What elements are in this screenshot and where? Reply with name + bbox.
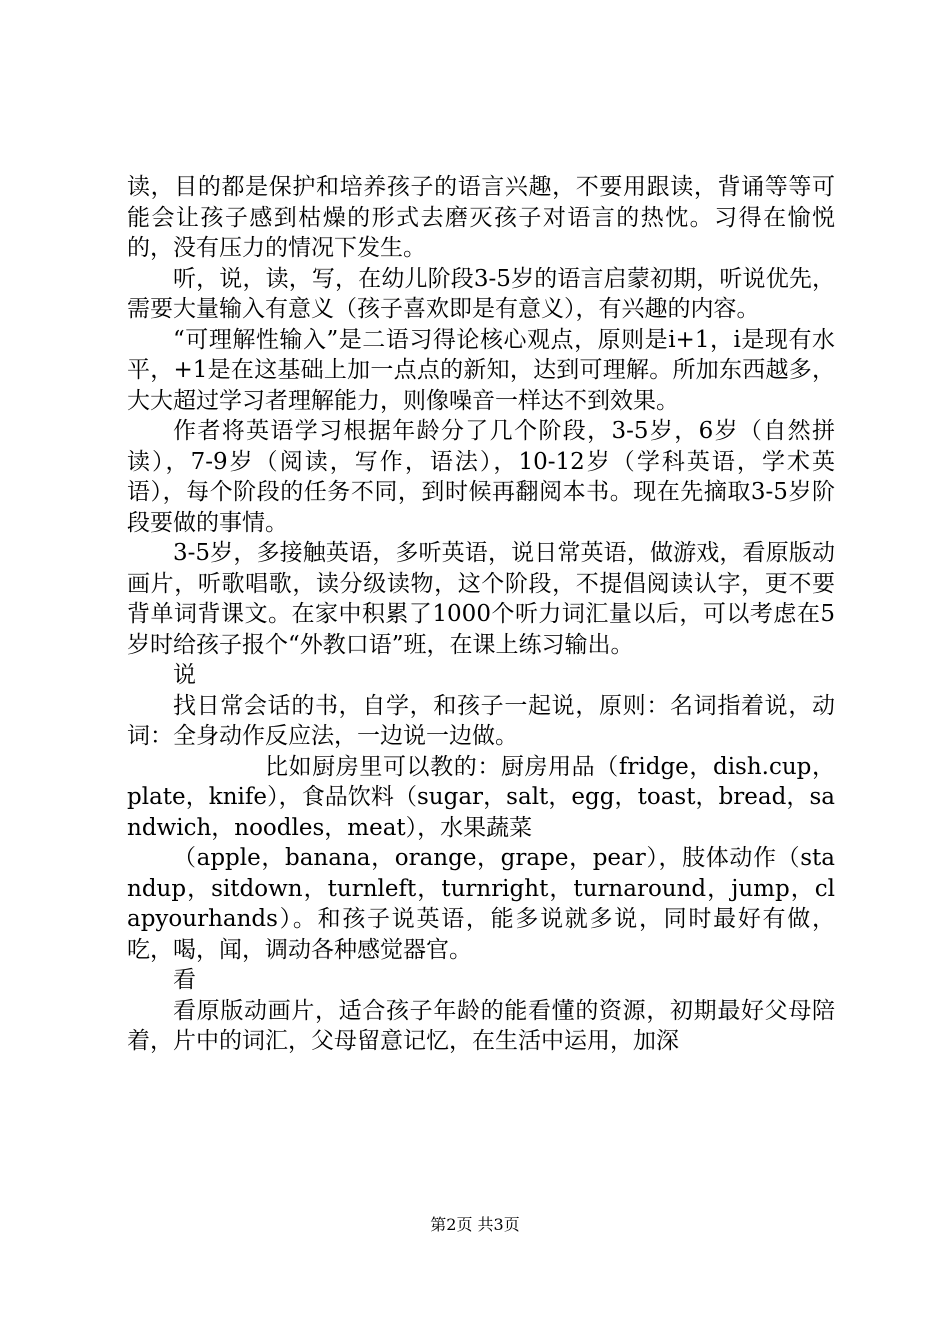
document-body xyxy=(127,172,835,1057)
paragraph-comprehensible-input: “可理解性输入”是二语习得论核心观点，原则是i+1，i是现有水平，+1是在这基础上加一点点的新知，达到可理解。所加东西越多，大大超过学习者理解能力，则像噪音一样达不到效果。 xyxy=(127,326,835,414)
paragraph-age-stages: 作者将英语学习根据年龄分了几个阶段，3-5岁，6岁（自然拼读），7-9岁（阅读，写作，语法），10-12岁（学科英语，学术英语），每个阶段的任务不同，到时候再翻阅本书。现在先摘取3-5岁阶段要做的事情。 xyxy=(127,418,835,536)
page-number-label: 第2页 共3页 xyxy=(430,1215,520,1234)
paragraph-watch-method: 看原版动画片，适合孩子年龄的能看懂的资源，初期最好父母陪着，片中的词汇，父母留意记忆，在生活中运用，加深 xyxy=(127,997,835,1054)
page-footer xyxy=(0,1214,950,1236)
paragraph-speak-method: 找日常会话的书，自学，和孩子一起说，原则：名词指着说，动词：全身动作反应法，一边说一边做。 xyxy=(127,692,835,749)
paragraph-kitchen-example: 比如厨房里可以教的：厨房用品（fridge，dish.cup，plate，knife），食品饮料（sugar，salt，egg，toast，bread，sandwich，noodles，meat），水果蔬菜 xyxy=(127,753,835,841)
section-heading-speak: 说 xyxy=(173,662,196,688)
paragraph-vocabulary-list: （apple，banana，orange，grape，pear），肢体动作（standup，sitdown，turnleft，turnright，turnaround，jump，clapyourhands）。和孩子说英语，能多说就多说，同时最好有做，吃，喝，闻，调动各种感觉器官。 xyxy=(127,845,835,963)
paragraph-listening-priority: 听，说，读，写，在幼儿阶段3-5岁的语言启蒙初期，听说优先，需要大量输入有意义（孩子喜欢即是有意义），有兴趣的内容。 xyxy=(127,265,835,322)
paragraph-age-3-5: 3-5岁，多接触英语，多听英语，说日常英语，做游戏，看原版动画片，听歌唱歌，读分级读物，这个阶段，不提倡阅读认字，更不要背单词背课文。在家中积累了1000个听力词汇量以后，可以考虑在5岁时给孩子报个“外教口语”班，在课上练习输出。 xyxy=(127,540,835,658)
section-heading-watch: 看 xyxy=(173,967,196,993)
paragraph-continuation: 读，目的都是保护和培养孩子的语言兴趣，不要用跟读，背诵等等可能会让孩子感到枯燥的形式去磨灭孩子对语言的热忱。习得在愉悦的，没有压力的情况下发生。 xyxy=(127,174,835,261)
